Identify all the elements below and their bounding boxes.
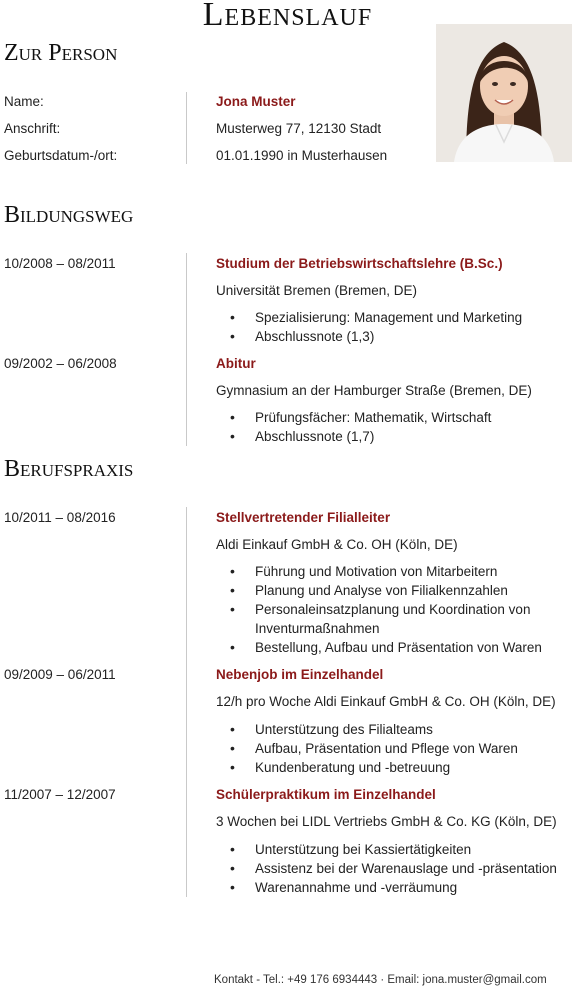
experience-company: 3 Wochen bei LIDL Vertriebs GmbH & Co. KG (Köln, DE) xyxy=(216,814,557,829)
list-item: • Unterstützung bei Kassiertätigkeiten xyxy=(230,840,557,859)
list-item: • Unterstützung des Filialteams xyxy=(230,720,518,739)
portrait-image xyxy=(436,24,572,162)
list-item: • Bestellung, Aufbau und Präsentation von Waren xyxy=(230,638,560,657)
experience-bullets xyxy=(230,720,518,777)
education-bullets xyxy=(230,408,491,446)
list-item: • Assistenz bei der Warenauslage und -präsentation xyxy=(230,859,557,878)
education-dates: 09/2002 – 06/2008 xyxy=(4,356,117,371)
experience-title: Schülerpraktikum im Einzelhandel xyxy=(216,787,436,802)
list-item: • Führung und Motivation von Mitarbeitern xyxy=(230,562,560,581)
list-item: • Spezialisierung: Management und Marketing xyxy=(230,308,522,327)
experience-bullets xyxy=(230,562,560,657)
list-item: • Prüfungsfächer: Mathematik, Wirtschaft xyxy=(230,408,491,427)
experience-title: Stellvertretender Filialleiter xyxy=(216,510,391,525)
list-item: • Kundenberatung und -betreuung xyxy=(230,758,518,777)
education-title: Studium der Betriebswirtschaftslehre (B.Sc.) xyxy=(216,256,503,271)
list-item: • Warenannahme und -verräumung xyxy=(230,878,557,897)
list-item: • Abschlussnote (1,7) xyxy=(230,427,491,446)
experience-company: Aldi Einkauf GmbH & Co. OH (Köln, DE) xyxy=(216,537,458,552)
education-institution: Gymnasium an der Hamburger Straße (Bremen, DE) xyxy=(216,383,532,398)
divider-education xyxy=(186,253,187,446)
experience-title: Nebenjob im Einzelhandel xyxy=(216,667,384,682)
profile-photo xyxy=(436,24,572,162)
section-heading-experience: Berufspraxis xyxy=(4,456,134,482)
list-item: • Personaleinsatzplanung und Koordination von Inventurmaßnahmen xyxy=(230,600,560,638)
experience-bullets xyxy=(230,840,557,897)
address-label: Anschrift: xyxy=(4,121,61,136)
document-title: Lebenslauf xyxy=(202,0,373,33)
experience-dates: 10/2011 – 08/2016 xyxy=(4,510,116,525)
birth-value: 01.01.1990 in Musterhausen xyxy=(216,148,388,163)
divider-experience xyxy=(186,507,187,897)
address-value: Musterweg 77, 12130 Stadt xyxy=(216,121,382,136)
divider-person xyxy=(186,92,187,164)
education-title: Abitur xyxy=(216,356,256,371)
education-institution: Universität Bremen (Bremen, DE) xyxy=(216,283,418,298)
education-bullets xyxy=(230,308,522,346)
experience-dates: 09/2009 – 06/2011 xyxy=(4,667,116,682)
experience-company: 12/h pro Woche Aldi Einkauf GmbH & Co. OH (Köln, DE) xyxy=(216,694,556,709)
section-heading-person: Zur Person xyxy=(4,40,118,66)
list-item: • Abschlussnote (1,3) xyxy=(230,327,522,346)
list-item: • Aufbau, Präsentation und Pflege von Waren xyxy=(230,739,518,758)
list-item: • Planung und Analyse von Filialkennzahlen xyxy=(230,581,560,600)
name-value: Jona Muster xyxy=(216,94,296,109)
name-label: Name: xyxy=(4,94,44,109)
experience-dates: 11/2007 – 12/2007 xyxy=(4,787,116,802)
birth-label: Geburtsdatum-/ort: xyxy=(4,148,118,163)
education-dates: 10/2008 – 08/2011 xyxy=(4,256,116,271)
contact-footer: Kontakt - Tel.: +49 176 6934443 · Email: jona.muster@gmail.com xyxy=(214,974,547,986)
section-heading-education: Bildungsweg xyxy=(4,202,134,228)
